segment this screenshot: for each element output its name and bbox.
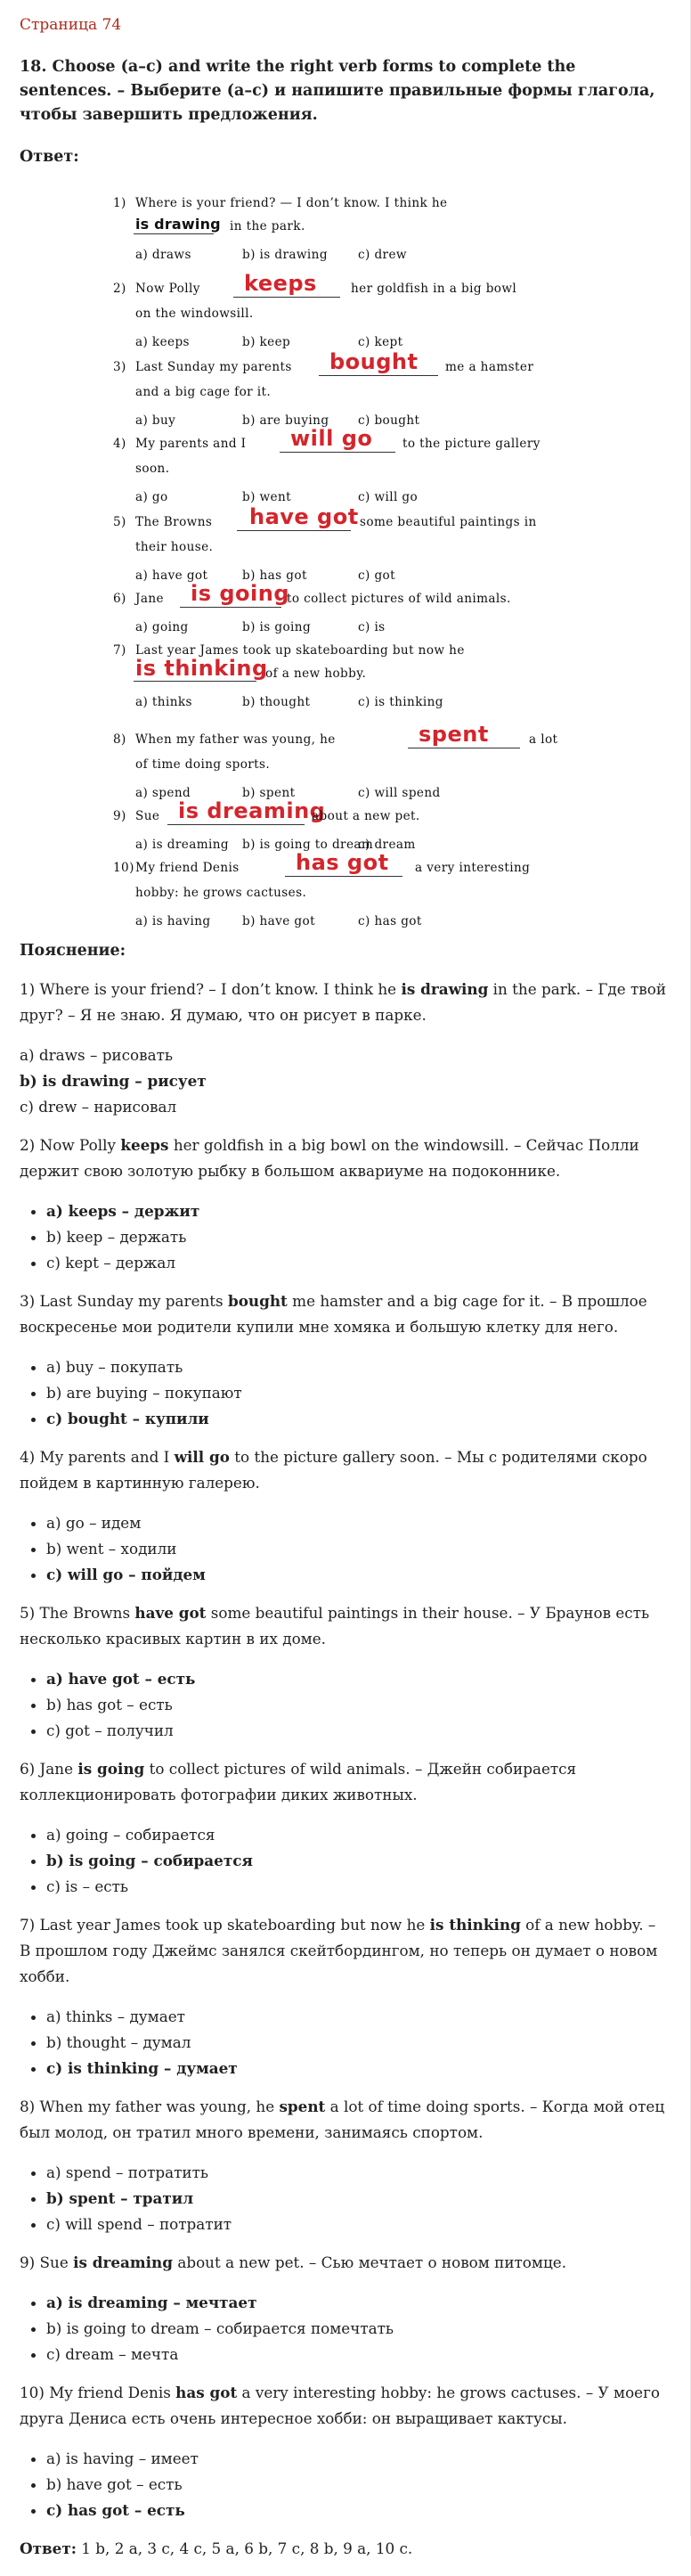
- option-text: c) has got: [358, 914, 422, 928]
- explanations: [20, 977, 670, 2576]
- answer-underline: [180, 607, 281, 608]
- option-text: b) are buying: [242, 413, 329, 428]
- option-item: • c) is – есть: [46, 1874, 670, 1900]
- option-text: a) go: [135, 490, 168, 504]
- answer-underline: [134, 681, 256, 682]
- option-text: b) have got: [242, 914, 315, 928]
- answer-text: has got: [296, 850, 389, 875]
- option-text: a) have got: [135, 568, 208, 583]
- page-link[interactable]: Страница 74: [20, 16, 122, 34]
- option-text: b) is going to dream: [242, 838, 374, 852]
- sentence-part: soon.: [135, 462, 170, 476]
- option-text: a) spend: [135, 786, 191, 800]
- final-answer: [20, 2536, 670, 2562]
- option-item: • a) go – идем: [46, 1510, 670, 1536]
- option-item: • b) thought – думал: [46, 2030, 670, 2056]
- explanation-sentence: 7) Last year James took up skateboarding but now he is thinking of a new hobby. – В прошлом году Джеймс занялся скейтбордингом, но теперь он думает о новом хобби.: [20, 1916, 658, 1985]
- option-text: b) keep: [242, 335, 291, 349]
- option-text: c) is: [358, 620, 386, 634]
- answer-text: keeps: [244, 271, 317, 296]
- option-list: [20, 1510, 670, 1588]
- item-number: 4): [113, 437, 126, 451]
- answer-text: is dreaming: [178, 798, 326, 823]
- answer-underline: [167, 824, 305, 825]
- answer-underline: [280, 452, 395, 453]
- option-item: • c) has got – есть: [46, 2498, 670, 2523]
- final-answer-label: Ответ:: [20, 2539, 77, 2557]
- option-item: • b) are buying – покупают: [46, 1380, 670, 1406]
- option-item: • a) going – собирается: [46, 1822, 670, 1848]
- sentence-part: a very interesting: [415, 861, 531, 875]
- option-list: [20, 2446, 670, 2523]
- explanation-heading: Пояснение:: [20, 942, 126, 960]
- option-item: • a) thinks – думает: [46, 2004, 670, 2030]
- option-item: • c) will go – пойдем: [46, 1562, 670, 1588]
- explanation-sentence: 3) Last Sunday my parents bought me hamster and a big cage for it. – В прошлое воскресенье мои родители купили мне хомяка и большую клетку для него.: [20, 1292, 647, 1336]
- sentence-part: me a hamster: [445, 360, 534, 374]
- sentence-part: a lot: [529, 732, 558, 747]
- option-item: • c) got – получил: [46, 1718, 670, 1744]
- answer-text: is drawing: [135, 216, 221, 233]
- answer-underline: [285, 876, 402, 877]
- answer-heading: Ответ:: [20, 148, 79, 166]
- sentence-part: Sue: [135, 809, 160, 823]
- sentence-part: their house.: [135, 540, 214, 554]
- sentence-part: Last year James took up skateboarding but now he: [135, 643, 465, 658]
- option-item: • a) keeps – держит: [46, 1198, 670, 1224]
- explanation-sentence: 2) Now Polly keeps her goldfish in a big bowl on the windowsill. – Сейчас Полли держит свою золотую рыбку в большом аквариуме на подоконнике.: [20, 1136, 639, 1180]
- option-text: a) is having: [135, 914, 211, 928]
- answer-text: will go: [290, 426, 373, 451]
- option-text: c) is thinking: [358, 695, 443, 709]
- item-number: 7): [113, 643, 126, 658]
- option-text: c) will go: [358, 490, 419, 504]
- explanation-sentence: 9) Sue is dreaming about a new pet. – Сью мечтает о новом питомце.: [20, 2253, 567, 2271]
- item-number: 10): [113, 861, 134, 875]
- option-list: [20, 1822, 670, 1900]
- option-item: • c) will spend – потратит: [46, 2212, 670, 2237]
- option-item: • b) has got – есть: [46, 1692, 670, 1718]
- sentence-part: about a new pet.: [312, 809, 420, 823]
- sentence-part: Now Polly: [135, 282, 200, 296]
- sentence-part: in the park.: [230, 219, 305, 233]
- option-item: b) is drawing – рисует: [20, 1072, 207, 1090]
- option-text: b) is drawing: [242, 248, 328, 262]
- option-item: • a) is having – имеет: [46, 2446, 670, 2472]
- option-text: a) thinks: [135, 695, 192, 709]
- option-text: b) has got: [242, 568, 307, 583]
- option-list: [20, 1666, 670, 1744]
- option-text: c) got: [358, 568, 395, 583]
- option-item: • c) dream – мечта: [46, 2342, 670, 2367]
- option-item: • c) bought – купили: [46, 1406, 670, 1432]
- explanation-sentence: 1) Where is your friend? – I don’t know. I think he is drawing in the park. – Где твой друг? – Я не знаю. Я думаю, что он рисует в парке.: [20, 980, 667, 1024]
- option-item: • c) kept – держал: [46, 1250, 670, 1276]
- sentence-part: to collect pictures of wild animals.: [287, 592, 511, 606]
- sentence-part: Where is your friend? — I don’t know. I think he: [135, 196, 448, 210]
- option-item: • a) spend – потратить: [46, 2160, 670, 2186]
- option-text: b) went: [242, 490, 292, 504]
- option-text: b) spent: [242, 786, 296, 800]
- option-item: • b) have got – есть: [46, 2472, 670, 2498]
- worksheet-image: [105, 189, 568, 936]
- sentence-part: of a new hobby.: [265, 666, 367, 681]
- option-text: a) keeps: [135, 335, 190, 349]
- item-number: 3): [113, 360, 126, 374]
- item-number: 9): [113, 809, 126, 823]
- sentence-part: The Browns: [135, 515, 213, 529]
- item-number: 1): [113, 196, 126, 210]
- explanation-sentence: 5) The Browns have got some beautiful paintings in their house. – У Браунов есть несколько красивых картин в их доме.: [20, 1604, 650, 1648]
- final-answer-text: 1 b, 2 a, 3 c, 4 c, 5 a, 6 b, 7 c, 8 b, 9 a, 10 c.: [76, 2539, 413, 2557]
- sentence-part: and a big cage for it.: [135, 385, 272, 399]
- option-item: • b) went – ходили: [46, 1536, 670, 1562]
- item-number: 8): [113, 732, 126, 747]
- option-text: b) thought: [242, 695, 311, 709]
- sentence-part: her goldfish in a big bowl: [351, 282, 517, 296]
- sentence-part: My parents and I: [135, 437, 247, 451]
- answer-text: is going: [191, 581, 290, 606]
- option-text: c) will spend: [358, 786, 441, 800]
- sentence-part: When my father was young, he: [135, 732, 336, 747]
- item-number: 2): [113, 282, 126, 296]
- option-list: [20, 2160, 670, 2237]
- answer-text: bought: [329, 349, 419, 374]
- answer-text: have got: [249, 504, 359, 529]
- answer-underline: [237, 530, 351, 531]
- answer-underline: [319, 375, 438, 376]
- option-text: b) is going: [242, 620, 312, 634]
- option-item: • b) is going – собирается: [46, 1848, 670, 1874]
- explanation-sentence: 8) When my father was young, he spent a lot of time doing sports. – Когда мой отец был молод, он тратил много времени, занимаясь спортом.: [20, 2098, 665, 2141]
- answer-text: is thinking: [135, 656, 268, 681]
- option-item: • b) keep – держать: [46, 1224, 670, 1250]
- option-text: a) is dreaming: [135, 838, 230, 852]
- option-item: • a) buy – покупать: [46, 1354, 670, 1380]
- item-number: 5): [113, 515, 126, 529]
- sentence-part: Last Sunday my parents: [135, 360, 292, 374]
- sentence-part: on the windowsill.: [135, 307, 254, 321]
- sentence-part: to the picture gallery: [402, 437, 541, 451]
- option-text: c) drew: [358, 248, 407, 262]
- option-list: [20, 1043, 670, 1120]
- answer-text: spent: [419, 722, 489, 747]
- sentence-part: Jane: [135, 592, 164, 606]
- answer-underline: [233, 297, 340, 298]
- explanation-sentence: 6) Jane is going to collect pictures of wild animals. – Джейн собирается коллекционировать фотографии диких животных.: [20, 1760, 577, 1803]
- option-text: a) buy: [135, 413, 176, 428]
- option-text: a) draws: [135, 248, 191, 262]
- option-item: c) drew – нарисовал: [20, 1098, 177, 1116]
- explanation-sentence: 10) My friend Denis has got a very interesting hobby: he grows cactuses. – У моего друга Дениса есть очень интересное хобби: он выращивает кактусы.: [20, 2384, 660, 2427]
- option-item: • b) spent – тратил: [46, 2186, 670, 2212]
- option-text: c) kept: [358, 335, 403, 349]
- explanation-sentence: 4) My parents and I will go to the picture gallery soon. – Мы с родителями скоро пойдем в картинную галерею.: [20, 1448, 647, 1492]
- option-list: [20, 2004, 670, 2081]
- sentence-part: hobby: he grows cactuses.: [135, 886, 307, 900]
- option-item: a) draws – рисовать: [20, 1046, 173, 1064]
- option-item: • c) is thinking – думает: [46, 2056, 670, 2081]
- option-item: • a) have got – есть: [46, 1666, 670, 1692]
- answer-underline: [134, 233, 214, 234]
- sentence-part: of time doing sports.: [135, 757, 271, 772]
- item-number: 6): [113, 592, 126, 606]
- option-list: [20, 2290, 670, 2367]
- option-item: • a) is dreaming – мечтает: [46, 2290, 670, 2316]
- option-item: • b) is going to dream – собирается помечтать: [46, 2316, 670, 2342]
- option-text: a) going: [135, 620, 189, 634]
- option-list: [20, 1354, 670, 1432]
- sentence-part: some beautiful paintings in: [360, 515, 537, 529]
- task-title: 18. Choose (a–c) and write the right verb forms to complete the sentences. – Выберите (a–c) и напишите правильные формы глагола, чтобы завершить предложения.: [20, 58, 655, 124]
- option-text: c) bought: [358, 413, 420, 428]
- option-list: [20, 1198, 670, 1276]
- option-text: c) dream: [358, 838, 416, 852]
- sentence-part: My friend Denis: [135, 861, 240, 875]
